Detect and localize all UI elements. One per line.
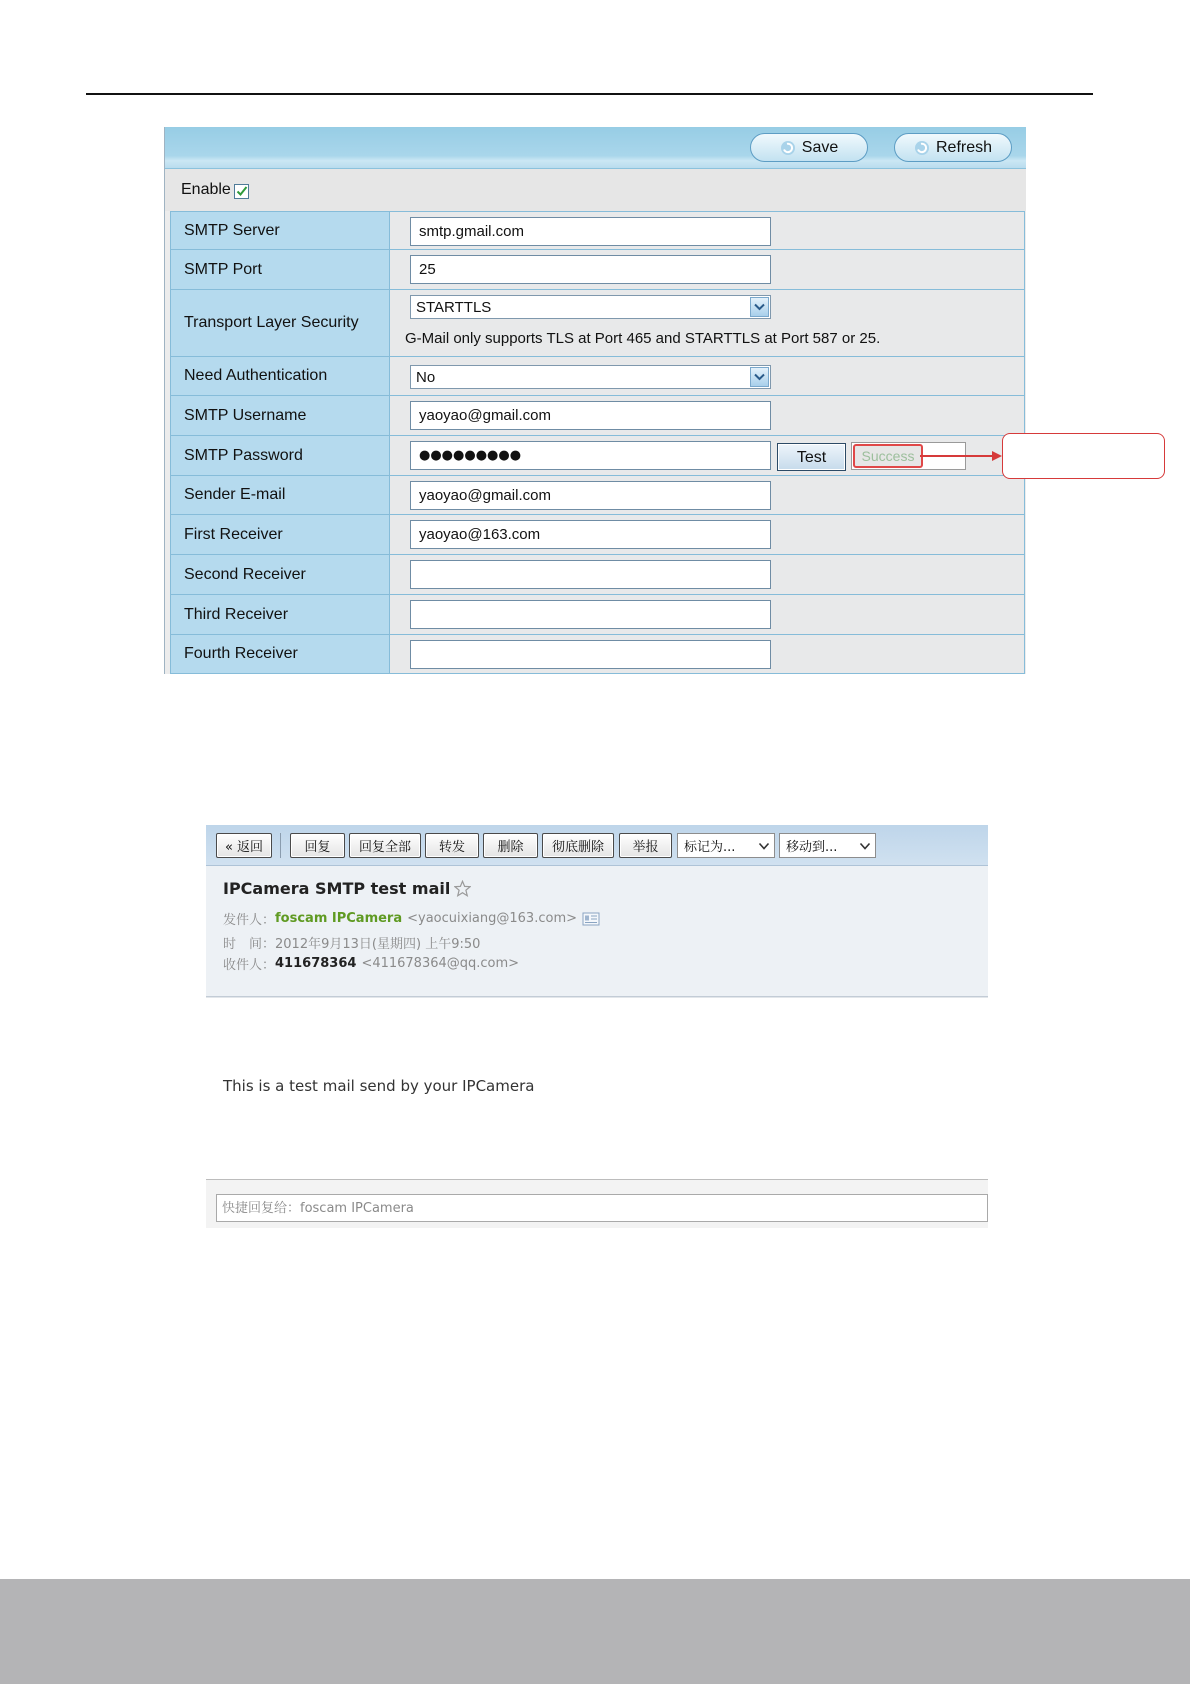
save-button[interactable] — [750, 133, 868, 162]
third-receiver-cell — [390, 595, 1025, 635]
smtp-username-row — [165, 396, 1026, 436]
tls-select[interactable] — [410, 295, 771, 319]
fourth-receiver-label: Fourth Receiver — [170, 635, 390, 674]
reply-button[interactable]: 回复 — [290, 833, 345, 858]
reply-all-button[interactable]: 回复全部 — [349, 833, 421, 858]
third-receiver-input[interactable] — [410, 600, 771, 629]
back-button[interactable]: « 返回 — [216, 833, 272, 858]
message-body: This is a test mail send by your IPCamera — [223, 1077, 535, 1095]
first-receiver-cell — [390, 515, 1025, 555]
sender-email-label: Sender E-mail — [170, 476, 390, 515]
first-receiver-label: First Receiver — [170, 515, 390, 555]
contact-card-icon[interactable] — [582, 912, 600, 926]
panel-toolbar — [165, 127, 1026, 169]
page-top-rule — [86, 93, 1093, 95]
to-label: 收件人： — [223, 958, 276, 973]
from-line — [223, 909, 600, 928]
need-auth-select-value: No — [416, 368, 436, 386]
test-result-status: Success — [853, 444, 923, 468]
quick-reply-bar — [206, 1179, 988, 1228]
from-label: 发件人： — [223, 913, 276, 928]
to-line — [223, 954, 519, 973]
chevron-down-icon — [758, 840, 770, 852]
save-label: Save — [801, 138, 839, 156]
toolbar-separator — [280, 833, 281, 858]
fourth-receiver-row — [165, 635, 1026, 674]
move-to-label: 移动到... — [786, 840, 838, 855]
smtp-password-input[interactable] — [410, 441, 771, 470]
save-swirl-icon — [780, 140, 796, 156]
refresh-label: Refresh — [935, 138, 993, 156]
smtp-username-cell — [390, 396, 1025, 436]
forward-button[interactable]: 转发 — [425, 833, 479, 858]
smtp-port-input[interactable] — [410, 255, 771, 284]
smtp-server-cell — [390, 211, 1025, 250]
sender-email: <yaocuixiang@163.com> — [407, 911, 577, 926]
time-value: 2012年9月13日(星期四) 上午9:50 — [275, 937, 481, 952]
message-subject: IPCamera SMTP test mail — [223, 879, 451, 898]
permanent-delete-button[interactable]: 彻底删除 — [542, 833, 614, 858]
sender-email-cell — [390, 476, 1025, 515]
test-button[interactable]: Test — [777, 443, 846, 471]
second-receiver-cell — [390, 555, 1025, 595]
quick-reply-input[interactable] — [216, 1194, 988, 1222]
need-auth-label: Need Authentication — [170, 357, 390, 396]
tls-label: Transport Layer Security — [170, 290, 390, 357]
fourth-receiver-input[interactable] — [410, 640, 771, 669]
mail-client-panel — [206, 825, 988, 1228]
mark-as-dropdown[interactable] — [677, 833, 775, 858]
move-to-dropdown[interactable] — [779, 833, 876, 858]
tls-row — [165, 290, 1026, 357]
annotation-callout — [1002, 433, 1165, 479]
mail-toolbar — [206, 825, 988, 866]
tls-cell — [390, 290, 1025, 357]
page-footer-band — [0, 1579, 1190, 1684]
enable-checkbox[interactable] — [234, 184, 249, 199]
star-icon[interactable] — [454, 880, 471, 897]
chevron-down-icon[interactable] — [750, 297, 769, 317]
second-receiver-label: Second Receiver — [170, 555, 390, 595]
smtp-server-input[interactable] — [410, 217, 771, 246]
need-auth-row — [165, 357, 1026, 396]
enable-label: Enable — [181, 181, 231, 198]
smtp-username-input[interactable] — [410, 401, 771, 430]
smtp-server-label: SMTP Server — [170, 211, 390, 250]
message-header — [206, 866, 988, 997]
fourth-receiver-cell — [390, 635, 1025, 674]
time-label: 时 间： — [223, 937, 276, 952]
third-receiver-row — [165, 595, 1026, 635]
smtp-port-cell — [390, 250, 1025, 290]
report-button[interactable]: 举报 — [619, 833, 672, 858]
need-auth-select[interactable] — [410, 365, 771, 389]
delete-button[interactable]: 删除 — [483, 833, 538, 858]
chevron-down-icon — [859, 840, 871, 852]
smtp-settings-panel — [164, 127, 1026, 674]
need-auth-cell — [390, 357, 1025, 396]
sender-email-input[interactable] — [410, 481, 771, 510]
mark-as-label: 标记为... — [684, 840, 736, 855]
smtp-port-row — [165, 250, 1026, 290]
message-subject-line — [223, 879, 471, 898]
recipient-name[interactable]: 411678364 — [275, 956, 357, 971]
second-receiver-input[interactable] — [410, 560, 771, 589]
smtp-port-label: SMTP Port — [170, 250, 390, 290]
smtp-password-row — [165, 436, 1026, 476]
refresh-button[interactable] — [894, 133, 1012, 162]
first-receiver-input[interactable] — [410, 520, 771, 549]
first-receiver-row — [165, 515, 1026, 555]
tls-select-value: STARTTLS — [416, 298, 492, 316]
time-line — [223, 933, 480, 952]
smtp-server-row — [165, 211, 1026, 250]
second-receiver-row — [165, 555, 1026, 595]
tls-help-text: G-Mail only supports TLS at Port 465 and STARTTLS at Port 587 or 25. — [405, 330, 881, 347]
enable-row — [165, 169, 1026, 211]
checkmark-icon — [236, 185, 248, 197]
smtp-password-label: SMTP Password — [170, 436, 390, 476]
recipient-email: <411678364@qq.com> — [361, 956, 520, 971]
arrow-right-icon — [918, 448, 1004, 464]
third-receiver-label: Third Receiver — [170, 595, 390, 635]
refresh-swirl-icon — [914, 140, 930, 156]
chevron-down-icon[interactable] — [750, 367, 769, 387]
sender-email-row — [165, 476, 1026, 515]
smtp-username-label: SMTP Username — [170, 396, 390, 436]
sender-name[interactable]: foscam IPCamera — [275, 911, 403, 926]
